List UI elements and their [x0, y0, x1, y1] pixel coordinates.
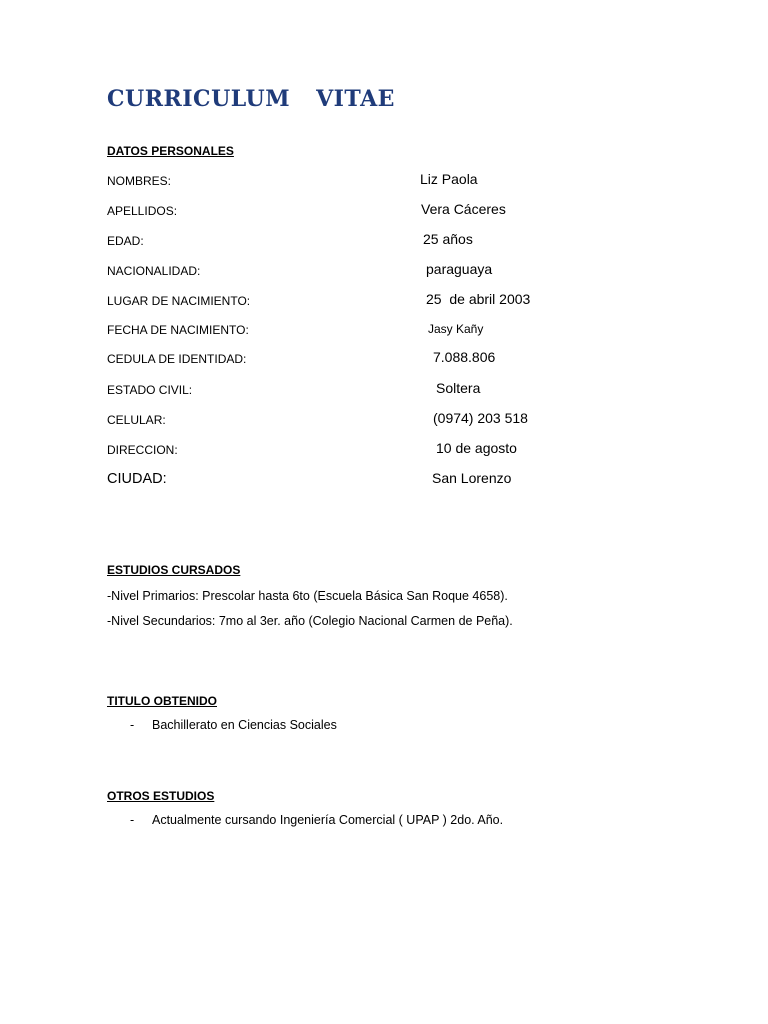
field-label-celular: CELULAR: [107, 413, 166, 427]
field-value-cedula: 7.088.806 [433, 349, 496, 365]
field-value-edad: 25 años [423, 231, 473, 247]
field-value-ciudad: San Lorenzo [432, 470, 512, 486]
title-word-vitae: VITAE [316, 86, 395, 112]
field-label-direccion: DIRECCION: [107, 443, 178, 457]
field-label-nombres: NOMBRES: [107, 174, 172, 188]
field-label-estado-civil: ESTADO CIVIL: [107, 383, 193, 397]
studies-line-primary: -Nivel Primarios: Prescolar hasta 6to (Escuela Básica San Roque 4658). [107, 589, 508, 603]
title-word-curriculum: CURRICULUM [107, 86, 291, 112]
field-label-apellidos: APELLIDOS: [107, 204, 178, 218]
field-label-fecha-nacimiento: FECHA DE NACIMIENTO: [107, 323, 249, 337]
field-label-ciudad: CIUDAD: [107, 471, 167, 487]
field-value-lugar-nacimiento: 25 de abril 2003 [426, 291, 531, 307]
field-value-celular: (0974) 203 518 [433, 410, 528, 426]
field-value-apellidos: Vera Cáceres [421, 201, 506, 217]
field-label-nacionalidad: NACIONALIDAD: [107, 264, 201, 278]
document-title [107, 86, 395, 112]
field-value-nacionalidad: paraguaya [426, 261, 493, 277]
bullet-dash: - [130, 813, 135, 827]
field-value-estado-civil: Soltera [436, 380, 481, 396]
field-label-cedula: CEDULA DE IDENTIDAD: [107, 352, 247, 366]
field-value-nombres: Liz Paola [420, 171, 478, 187]
field-label-lugar-nacimiento: LUGAR DE NACIMIENTO: [107, 294, 251, 308]
other-studies-item [130, 813, 504, 827]
title-obtained-item-text: Bachillerato en Ciencias Sociales [152, 718, 337, 732]
title-obtained-heading: TITULO OBTENIDO [107, 694, 217, 708]
studies-line-secondary: -Nivel Secundarios: 7mo al 3er. año (Colegio Nacional Carmen de Peña). [107, 614, 513, 628]
other-studies-item-text: Actualmente cursando Ingeniería Comercial ( UPAP ) 2do. Año. [152, 813, 504, 827]
other-studies-heading: OTROS ESTUDIOS [107, 789, 215, 803]
field-value-direccion: 10 de agosto [436, 440, 517, 456]
field-label-edad: EDAD: [107, 234, 144, 248]
personal-data-heading: DATOS PERSONALES [107, 144, 234, 158]
bullet-dash: - [130, 718, 135, 732]
title-obtained-item [130, 718, 337, 732]
studies-heading: ESTUDIOS CURSADOS [107, 563, 241, 577]
field-value-fecha-nacimiento: Jasy Kañy [428, 322, 484, 336]
